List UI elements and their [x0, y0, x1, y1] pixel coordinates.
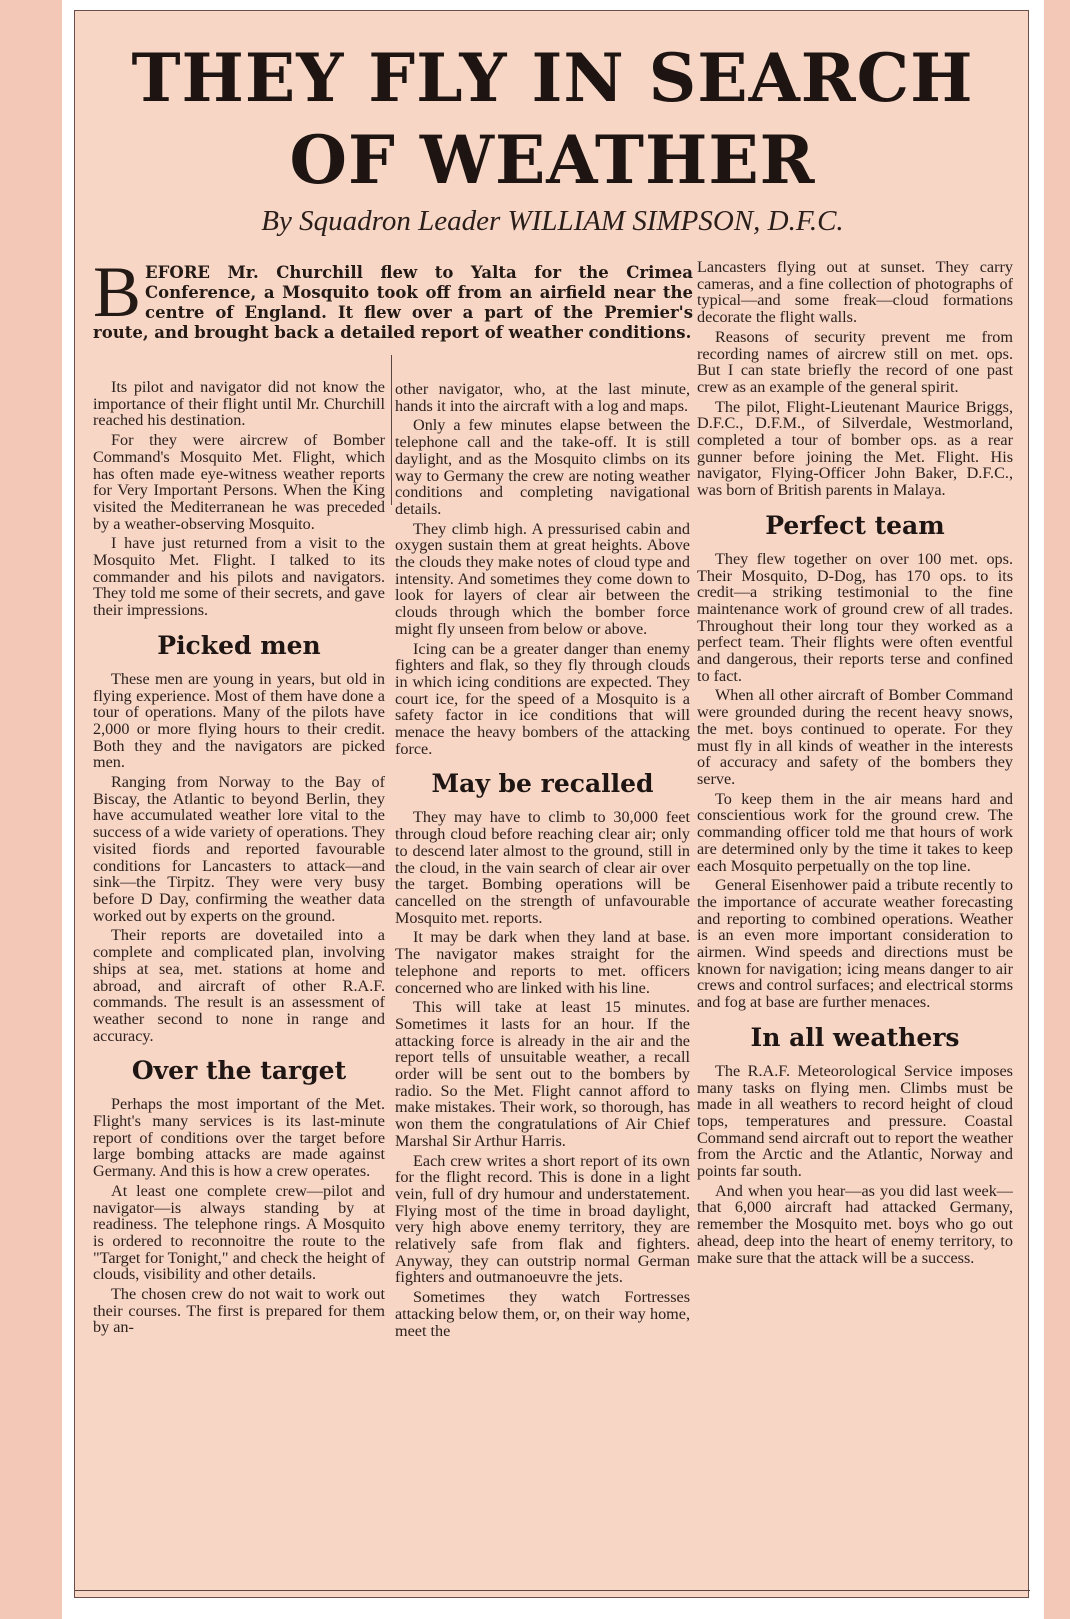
- paragraph: The pilot, Flight-Lieutenant Maurice Briggs, D.F.C., D.F.M., of Silverdale, Westmorland, completed a tour of bomber ops. as a rear gunner before joining the Met. Flight. His navigator, Flying-Officer John Baker, D.F.C., was born of British parents in Malaya.: [697, 397, 1013, 500]
- paragraph: This will take at least 15 minutes. Sometimes it lasts for an hour. If the attacking force is already in the air and the report tells of unsuitable weather, a recall order will be sent out to the bombers by radio. So the Met. Flight cannot afford to make mistakes. Their work, so thorough, has won them the congratulations of Air Chief Marshal Sir Arthur Harris.: [395, 998, 690, 1150]
- paragraph: It may be dark when they land at base. The navigator makes straight for the telephone and reports to met. officers concerned who are linked with his line.: [395, 928, 690, 997]
- paragraph: And when you hear—as you did last week—that 6,000 aircraft had attacked Germany, remember the Mosquito met. boys who go out ahead, deep into the heart of enemy territory, to make sure that the attack will be a success.: [697, 1181, 1013, 1267]
- paragraph: At least one complete crew—pilot and navigator—is always standing by at readiness. The telephone rings. A Mosquito is ordered to reconnoitre the route to the "Target for Tonight," and check the height of clouds, visibility and other details.: [93, 1181, 385, 1284]
- paragraph: They flew together on over 100 met. ops. Their Mosquito, D-Dog, has 170 ops. to its credit—a striking testimonial to the fine maintenance work of ground crew of all trades. Throughout their long tour they worked as a perfect team. Their flights were often eventful and dangerous, their reports terse and confined to fact.: [697, 549, 1013, 685]
- newspaper-clipping: [74, 10, 1029, 1598]
- paragraph: Their reports are dovetailed into a complete and complicated plan, involving ships at sea, met. stations at home and abroad, and aircraft of other R.A.F. commands. The result is an assessment of weather second to none in range and accuracy.: [93, 926, 385, 1045]
- paragraph: To keep them in the air means hard and conscientious work for the ground crew. The commanding officer told me that hours of work are determined only by the time it takes to keep each Mosquito perpetually on the top line.: [697, 789, 1013, 875]
- paragraph: When all other aircraft of Bomber Command were grounded during the recent heavy snows, the met. boys continued to operate. For they must fly in all kinds of weather in the interests of accuracy and safety of the bombers they serve.: [697, 686, 1013, 788]
- paragraph: Its pilot and navigator did not know the importance of their flight until Mr. Churchill reached his destination.: [93, 379, 385, 430]
- column-1: [93, 379, 385, 1589]
- paragraph: The R.A.F. Meteorological Service imposes many tasks on flying men. Climbs must be made in all weathers to record height of cloud tops, temperatures and pressure. Coastal Command send aircraft out to report the weather from the Arctic and the Atlantic, Norway and points far south.: [697, 1061, 1013, 1181]
- paragraph: Each crew writes a short report of its own for the flight record. This is done in a light vein, full of dry humour and understatement. Flying most of the time in broad daylight, very high above enemy territory, they are relatively safe from flak and fighters. Anyway, they can outstrip normal German fighters and outmanoeuvre the jets.: [395, 1151, 690, 1287]
- drop-cap: B: [93, 252, 142, 332]
- paragraph: other navigator, who, at the last minute, hands it into the aircraft with a log and maps.: [395, 381, 690, 415]
- scan-background-left: [0, 0, 62, 1619]
- byline: By Squadron Leader WILLIAM SIMPSON, D.F.C.: [261, 205, 844, 237]
- paragraph: For they were aircrew of Bomber Command's Mosquito Met. Flight, which has often made eye-witness weather reports for Very Important Persons. When the King visited the Mediterranean he was preceded by a weather-observing Mosquito.: [93, 431, 385, 533]
- paragraph: Ranging from Norway to the Bay of Biscay, the Atlantic to beyond Berlin, they have accumulated weather lore vital to the success of a wide variety of operations. They visited fiords and reported favourable conditions for Lancasters to attack—and sink—the Tirpitz. They were very busy before D Day, confirming the weather data worked out by experts on the ground.: [93, 773, 385, 925]
- paragraph: They climb high. A pressurised cabin and oxygen sustain them at great heights. Above the clouds they make notes of cloud type and intensity. And sometimes they come down to look for layers of clear air between the clouds through which the bomber force might fly unseen from below or above.: [395, 519, 690, 638]
- subheading-over-the-target: Over the target: [131, 1056, 347, 1086]
- paragraph: I have just returned from a visit to the Mosquito Met. Flight. I talked to its commander and his pilots and navigators. They told me some of their secrets, and gave their impressions.: [93, 534, 385, 620]
- column-2: [395, 381, 690, 1589]
- lede-text: EFORE Mr. Churchill flew to Yalta for the Crimea Conference, a Mosquito took off from an airfield near the centre of England. It flew over a part of the Premier's route, and brought back a detailed report of weather conditions.: [93, 263, 693, 342]
- paragraph: Perhaps the most important of the Met. Flight's many services is its last-minute report of conditions over the target before large bombing attacks are made against Germany. And this is how a crew operates.: [93, 1095, 385, 1181]
- paragraph: Lancasters flying out at sunset. They carry cameras, and a fine collection of photographs of typical—and some freak—cloud formations decorate the flight walls.: [697, 259, 1013, 327]
- paragraph: Reasons of security prevent me from recording names of aircrew still on met. ops. But I can state briefly the record of one past crew as an example of the general spirit.: [697, 327, 1013, 396]
- subheading-perfect-team: Perfect team: [765, 510, 945, 540]
- paragraph: They may have to climb to 30,000 feet through cloud before reaching clear air; only to descend later almost to the ground, still in the cloud, in the vain search of clear air over the target. Bombing operations will be cancelled on the strength of unfavourable Mosquito met. reports.: [395, 808, 690, 927]
- headline-line-2: OF WEATHER: [289, 121, 816, 199]
- headline-line-1: THEY FLY IN SEARCH: [131, 39, 974, 117]
- subheading-in-all-weathers: In all weathers: [750, 1022, 960, 1052]
- column-rule: [391, 355, 392, 505]
- column-3: [697, 259, 1013, 1589]
- scan-background-right: [1044, 0, 1070, 1619]
- bottom-rule: [75, 1590, 1030, 1591]
- paragraph: Icing can be a greater danger than enemy fighters and flak, so they fly through clouds in which icing conditions are expected. They court ice, for the speed of a Mosquito is a safety factor in ice conditions that will menace the heavy bombers of the attacking force.: [395, 639, 690, 758]
- subheading-picked-men: Picked men: [157, 630, 321, 660]
- paragraph: General Eisenhower paid a tribute recently to the importance of accurate weather forecasting and reporting to combined operations. Weather is an even more important consideration to airmen. Wind speeds and directions must be known for navigation; icing means danger to air crews and control surfaces; and electrical storms and fog at base are further menaces.: [697, 876, 1013, 1012]
- paragraph: Only a few minutes elapse between the telephone call and the take-off. It is still daylight, and as the Mosquito climbs on its way to Germany the crew are noting weather conditions and completing navigational details.: [395, 416, 690, 518]
- paragraph: These men are young in years, but old in flying experience. Most of them have done a tour of operations. Many of the pilots have 2,000 or more flying hours to their credit. Both they and the navigators are picked men.: [93, 669, 385, 772]
- headline: [75, 37, 1030, 201]
- lede-paragraph: [93, 252, 693, 343]
- paragraph: Sometimes they watch Fortresses attacking below them, or, on their way home, meet the: [395, 1288, 690, 1340]
- subheading-may-be-recalled: May be recalled: [431, 769, 654, 799]
- paragraph: The chosen crew do not wait to work out their courses. The first is prepared for them by an-: [93, 1285, 385, 1337]
